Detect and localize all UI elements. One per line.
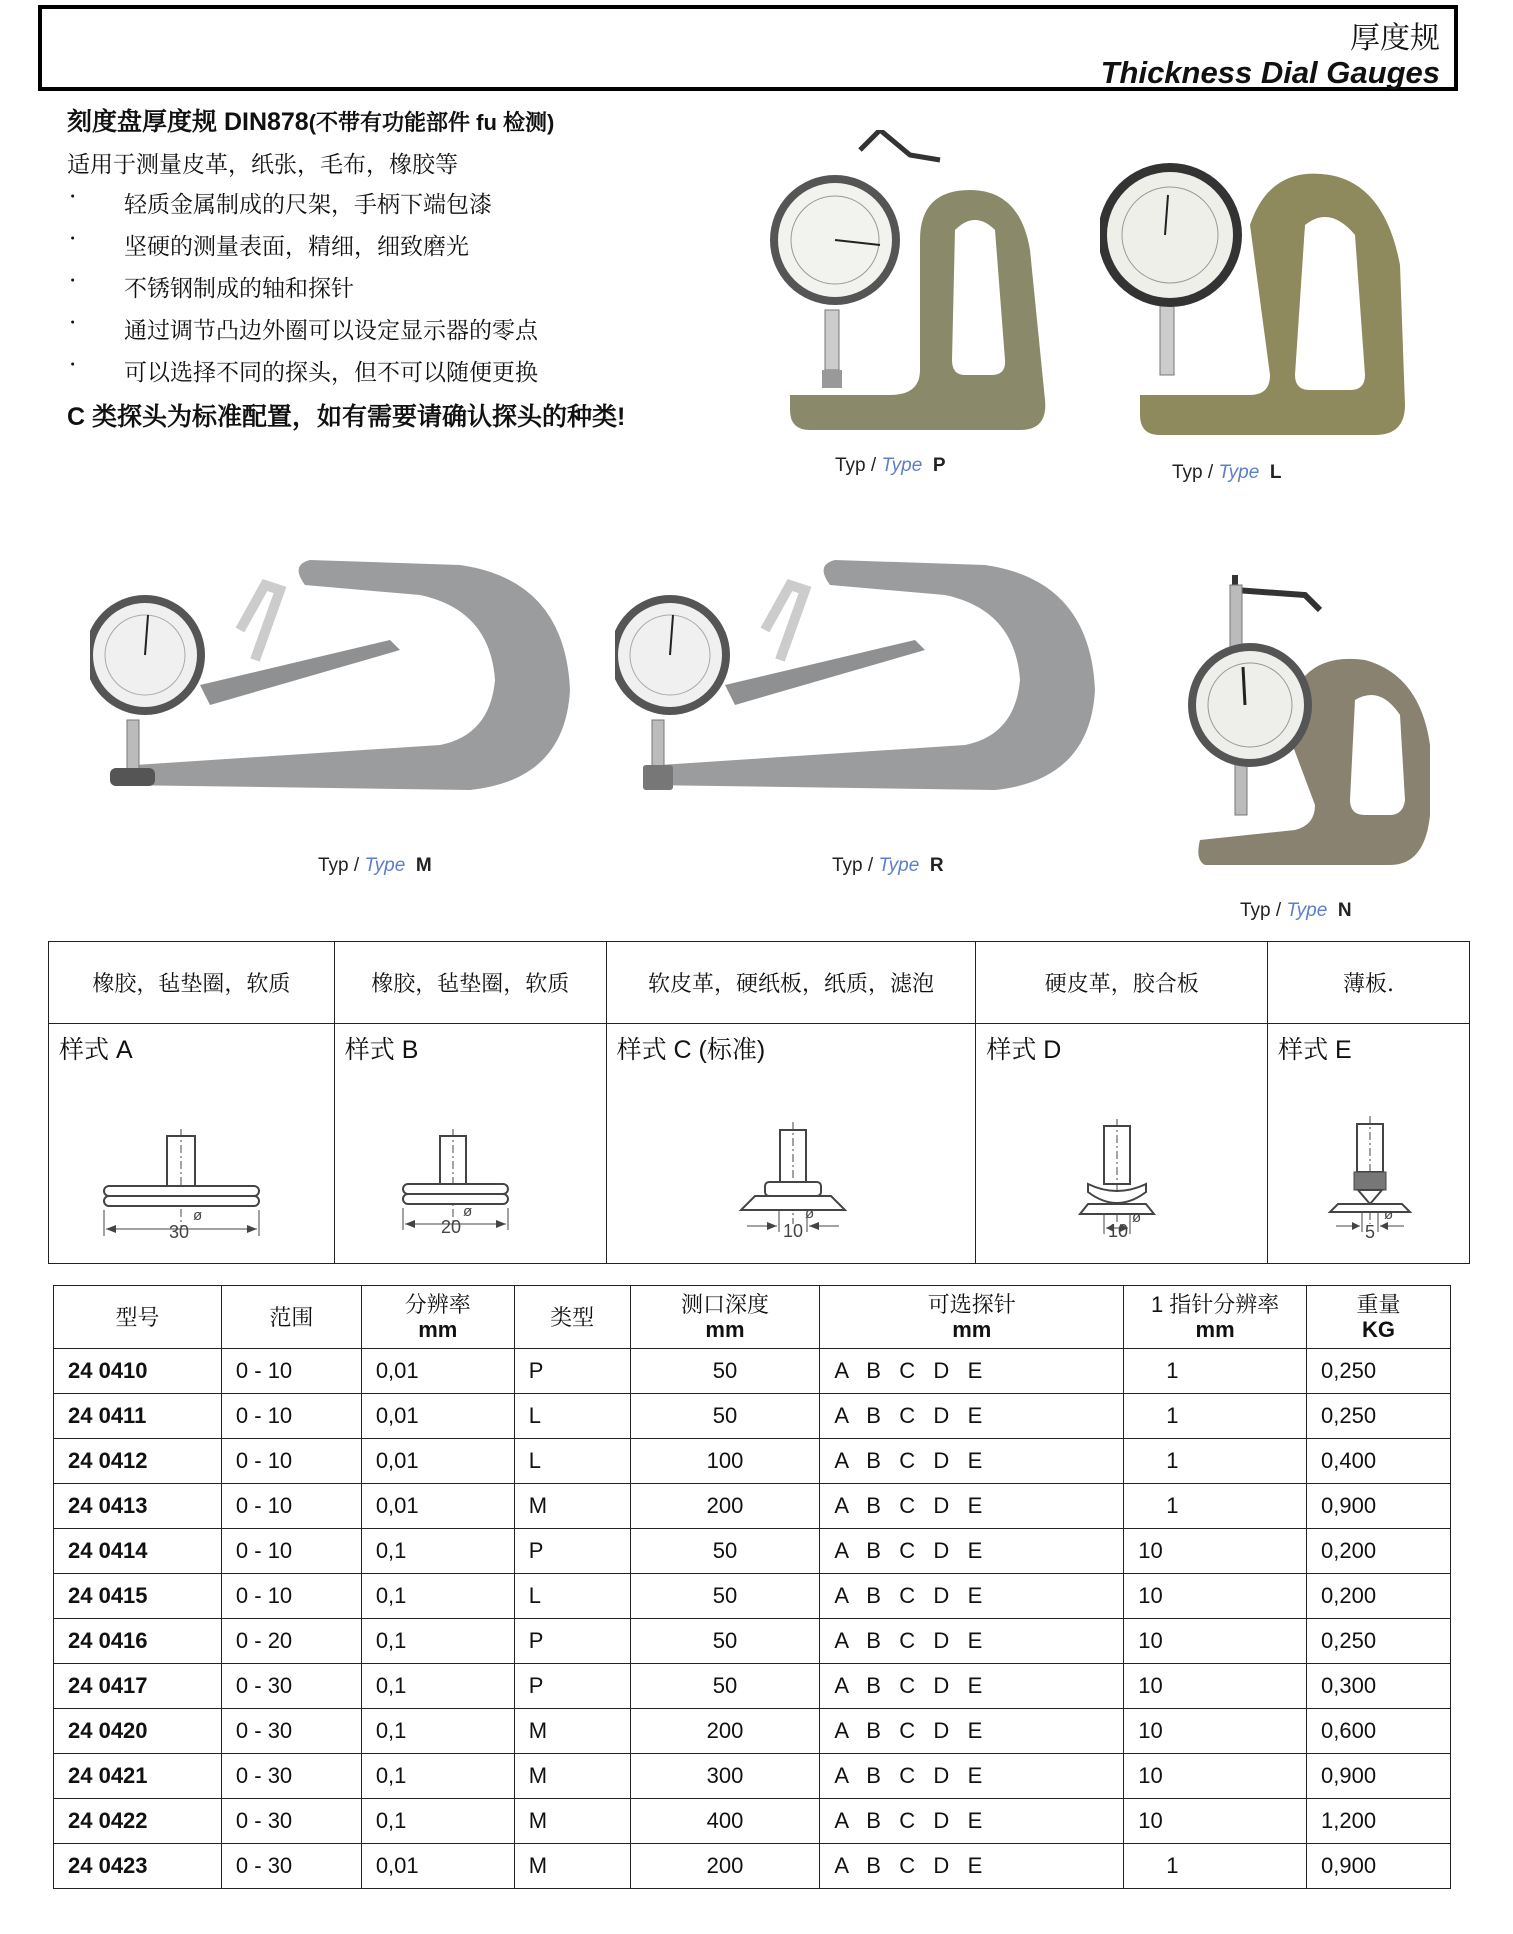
table-cell: 0,1 — [361, 1664, 514, 1709]
table-cell: 24 0413 — [54, 1484, 222, 1529]
table-cell: 10 — [1124, 1664, 1307, 1709]
spec-col-header-main: 型号 — [115, 1304, 160, 1330]
spec-col-header — [630, 1286, 820, 1349]
table-cell: P — [514, 1349, 630, 1394]
table-cell: 24 0410 — [54, 1349, 222, 1394]
table-cell: 0,250 — [1307, 1394, 1451, 1439]
table-row — [54, 1799, 1451, 1844]
table-cell: 0 - 10 — [221, 1349, 361, 1394]
probe-label-d: 样式 D — [986, 1036, 1062, 1064]
header-box — [38, 5, 1458, 91]
table-cell: 0,200 — [1307, 1529, 1451, 1574]
table-cell: A B C D E — [820, 1664, 1124, 1709]
table-cell: 0,300 — [1307, 1664, 1451, 1709]
table-cell: 24 0420 — [54, 1709, 222, 1754]
table-row — [54, 1664, 1451, 1709]
probe-styles-table — [48, 941, 1470, 1264]
header-title-en: Thickness Dial Gauges — [1100, 55, 1440, 90]
table-cell: 0 - 30 — [221, 1844, 361, 1889]
spec-col-header — [54, 1286, 222, 1349]
table-cell: 50 — [630, 1619, 820, 1664]
spec-body — [54, 1349, 1451, 1889]
table-cell: 0 - 20 — [221, 1619, 361, 1664]
table-cell: 10 — [1124, 1529, 1307, 1574]
table-cell: 0,1 — [361, 1754, 514, 1799]
spec-col-header-main: 可选探针 — [927, 1292, 1016, 1317]
feature-item: · 坚硬的测量表面，精细，细致磨光 — [67, 228, 538, 270]
table-cell: 24 0423 — [54, 1844, 222, 1889]
table-cell: 400 — [630, 1799, 820, 1844]
gauge-photo-l — [1100, 145, 1430, 455]
table-cell: M — [514, 1484, 630, 1529]
table-row — [54, 1394, 1451, 1439]
probe-dia-b: ø — [462, 1203, 472, 1220]
spec-col-header — [1124, 1286, 1307, 1349]
caption-type-m: Typ / Type M — [318, 855, 432, 876]
table-cell: 24 0417 — [54, 1664, 222, 1709]
probe-dia-d: ø — [1132, 1209, 1142, 1226]
feature-item: · 轻质金属制成的尺架，手柄下端包漆 — [67, 186, 538, 228]
probe-cell-b — [334, 1024, 606, 1264]
table-cell: 0,01 — [361, 1394, 514, 1439]
table-row — [54, 1619, 1451, 1664]
table-cell: 1 — [1124, 1484, 1307, 1529]
spec-col-header-unit: mm — [952, 1317, 992, 1342]
table-cell: 0,1 — [361, 1799, 514, 1844]
probe-cell-e — [1268, 1024, 1470, 1264]
spec-col-header — [514, 1286, 630, 1349]
spec-col-header-main: 分辨率 — [404, 1292, 471, 1317]
table-cell: A B C D E — [820, 1709, 1124, 1754]
probe-use-a: 橡胶，毡垫圈，软质 — [49, 942, 335, 1024]
table-cell: 10 — [1124, 1709, 1307, 1754]
table-cell: 0,900 — [1307, 1754, 1451, 1799]
gauge-photo-p — [770, 130, 1070, 450]
caption-type-l: Typ / Type L — [1172, 462, 1282, 483]
probe-drawing-e — [1268, 1064, 1470, 1263]
spec-col-header — [820, 1286, 1124, 1349]
spec-col-header-unit: KG — [1362, 1317, 1396, 1342]
table-cell: A B C D E — [820, 1484, 1124, 1529]
probe-use-b: 橡胶，毡垫圈，软质 — [334, 942, 606, 1024]
probe-drawing-b — [335, 1064, 607, 1263]
table-cell: 0,200 — [1307, 1574, 1451, 1619]
table-cell: A B C D E — [820, 1799, 1124, 1844]
table-row — [54, 1484, 1451, 1529]
probe-dim-e: 5 — [1365, 1222, 1376, 1242]
feature-item: · 可以选择不同的探头，但不可以随便更换 — [67, 354, 538, 396]
probe-label-e: 样式 E — [1278, 1036, 1352, 1064]
spec-col-header — [221, 1286, 361, 1349]
table-cell: P — [514, 1664, 630, 1709]
title-main: 刻度盘厚度规 DIN878 — [67, 108, 309, 136]
probe-dia-a: ø — [193, 1207, 203, 1224]
table-cell: L — [514, 1394, 630, 1439]
table-cell: 24 0415 — [54, 1574, 222, 1619]
table-cell: A B C D E — [820, 1394, 1124, 1439]
table-row — [54, 1439, 1451, 1484]
table-cell: 0 - 10 — [221, 1529, 361, 1574]
header-title-cn: 厚度规 — [1350, 21, 1440, 56]
spec-col-header — [361, 1286, 514, 1349]
probe-label-a: 样式 A — [59, 1036, 133, 1064]
table-cell: 24 0411 — [54, 1394, 222, 1439]
table-cell: 1,200 — [1307, 1799, 1451, 1844]
gauge-photo-m — [90, 540, 580, 840]
table-cell: 1 — [1124, 1439, 1307, 1484]
table-cell: 10 — [1124, 1799, 1307, 1844]
feature-item: · 不锈钢制成的轴和探针 — [67, 270, 538, 312]
table-cell: 0,1 — [361, 1619, 514, 1664]
feature-list — [67, 186, 538, 396]
probe-dim-c: 10 — [782, 1221, 803, 1241]
table-cell: 24 0421 — [54, 1754, 222, 1799]
table-cell: 200 — [630, 1484, 820, 1529]
table-cell: 50 — [630, 1349, 820, 1394]
gauge-photo-n — [1175, 575, 1455, 885]
table-cell: 1 — [1124, 1394, 1307, 1439]
probe-label-b: 样式 B — [344, 1036, 419, 1064]
table-cell: 0 - 10 — [221, 1394, 361, 1439]
table-cell: 0 - 30 — [221, 1709, 361, 1754]
table-cell: 0,900 — [1307, 1484, 1451, 1529]
table-cell: 24 0422 — [54, 1799, 222, 1844]
table-cell: A B C D E — [820, 1439, 1124, 1484]
table-cell: 0 - 10 — [221, 1574, 361, 1619]
probe-label-c: 样式 C (标准) — [616, 1036, 766, 1064]
probe-dim-b: 20 — [440, 1217, 461, 1237]
table-cell: A B C D E — [820, 1349, 1124, 1394]
title-paren: (不带有功能部件 fu 检测) — [308, 110, 555, 135]
spec-col-header-main: 类型 — [550, 1304, 595, 1330]
table-cell: 50 — [630, 1394, 820, 1439]
table-cell: 0,01 — [361, 1484, 514, 1529]
table-cell: L — [514, 1439, 630, 1484]
probe-drawing-d — [976, 1064, 1268, 1263]
probe-cell-d — [976, 1024, 1268, 1264]
probe-drawing-a — [49, 1064, 335, 1263]
caption-type-r: Typ / Type R — [832, 855, 944, 876]
table-cell: 50 — [630, 1664, 820, 1709]
spec-header-row — [54, 1286, 1451, 1349]
table-cell: A B C D E — [820, 1619, 1124, 1664]
table-cell: 10 — [1124, 1754, 1307, 1799]
probe-use-c: 软皮革，硬纸板，纸质，滤泡 — [606, 942, 976, 1024]
table-cell: 10 — [1124, 1619, 1307, 1664]
gauge-photo-r — [615, 540, 1105, 840]
spec-table — [53, 1285, 1451, 1889]
table-cell: A B C D E — [820, 1529, 1124, 1574]
probe-dia-e: ø — [1384, 1206, 1394, 1223]
table-row — [54, 1574, 1451, 1619]
table-cell: 1 — [1124, 1349, 1307, 1394]
subtitle: 适用于测量皮革，纸张，毛布，橡胶等 — [67, 152, 458, 178]
table-row — [54, 1754, 1451, 1799]
caption-type-n: Typ / Type N — [1240, 900, 1352, 921]
table-cell: P — [514, 1619, 630, 1664]
table-cell: M — [514, 1754, 630, 1799]
spec-col-header-main: 测口深度 — [680, 1292, 769, 1317]
table-cell: 300 — [630, 1754, 820, 1799]
probe-dim-a: 30 — [169, 1222, 190, 1242]
table-cell: A B C D E — [820, 1574, 1124, 1619]
probe-cell-c — [606, 1024, 976, 1264]
table-cell: L — [514, 1574, 630, 1619]
table-cell: 0,1 — [361, 1709, 514, 1754]
spec-col-header-main: 重量 — [1356, 1292, 1401, 1317]
page-title — [67, 102, 554, 138]
table-cell: 0 - 30 — [221, 1754, 361, 1799]
table-cell: 0,01 — [361, 1349, 514, 1394]
table-cell: 24 0416 — [54, 1619, 222, 1664]
table-cell: 50 — [630, 1529, 820, 1574]
probe-use-e: 薄板. — [1268, 942, 1470, 1024]
table-cell: 50 — [630, 1574, 820, 1619]
spec-col-header-unit: mm — [705, 1317, 745, 1342]
table-cell: A B C D E — [820, 1844, 1124, 1889]
probe-drawing-c — [607, 1064, 977, 1263]
table-cell: 0 - 10 — [221, 1484, 361, 1529]
table-cell: M — [514, 1709, 630, 1754]
table-cell: M — [514, 1844, 630, 1889]
caption-type-p: Typ / Type P — [835, 455, 946, 476]
spec-col-header — [1307, 1286, 1451, 1349]
table-row — [54, 1709, 1451, 1754]
table-cell: 0 - 30 — [221, 1664, 361, 1709]
table-row — [54, 1529, 1451, 1574]
table-cell: P — [514, 1529, 630, 1574]
table-cell: 1 — [1124, 1844, 1307, 1889]
table-row — [54, 1349, 1451, 1394]
table-cell: 0,900 — [1307, 1844, 1451, 1889]
table-cell: 0,1 — [361, 1574, 514, 1619]
spec-col-header-main: 范围 — [269, 1304, 314, 1330]
table-cell: 0,600 — [1307, 1709, 1451, 1754]
table-cell: A B C D E — [820, 1754, 1124, 1799]
table-cell: 0,01 — [361, 1844, 514, 1889]
table-cell: M — [514, 1799, 630, 1844]
probe-dia-c: ø — [804, 1205, 814, 1222]
table-row — [54, 1844, 1451, 1889]
table-cell: 24 0412 — [54, 1439, 222, 1484]
probe-cell-a — [49, 1024, 335, 1264]
table-cell: 10 — [1124, 1574, 1307, 1619]
table-cell: 0,400 — [1307, 1439, 1451, 1484]
table-cell: 200 — [630, 1844, 820, 1889]
probe-dim-d: 10 — [1108, 1221, 1129, 1241]
table-cell: 100 — [630, 1439, 820, 1484]
table-cell: 0,250 — [1307, 1349, 1451, 1394]
spec-col-header-unit: mm — [418, 1317, 458, 1342]
table-cell: 0,250 — [1307, 1619, 1451, 1664]
feature-item: · 通过调节凸边外圈可以设定显示器的零点 — [67, 312, 538, 354]
table-cell: 0 - 30 — [221, 1799, 361, 1844]
spec-col-header-unit: mm — [1195, 1317, 1235, 1342]
spec-col-header-main: 1 指针分辨率 — [1150, 1292, 1280, 1317]
table-cell: 200 — [630, 1709, 820, 1754]
table-cell: 0,01 — [361, 1439, 514, 1484]
probe-use-d: 硬皮革，胶合板 — [976, 942, 1268, 1024]
table-cell: 0,1 — [361, 1529, 514, 1574]
standard-probe-note: C 类探头为标准配置，如有需要请确认探头的种类! — [67, 403, 626, 431]
table-cell: 0 - 10 — [221, 1439, 361, 1484]
table-cell: 24 0414 — [54, 1529, 222, 1574]
